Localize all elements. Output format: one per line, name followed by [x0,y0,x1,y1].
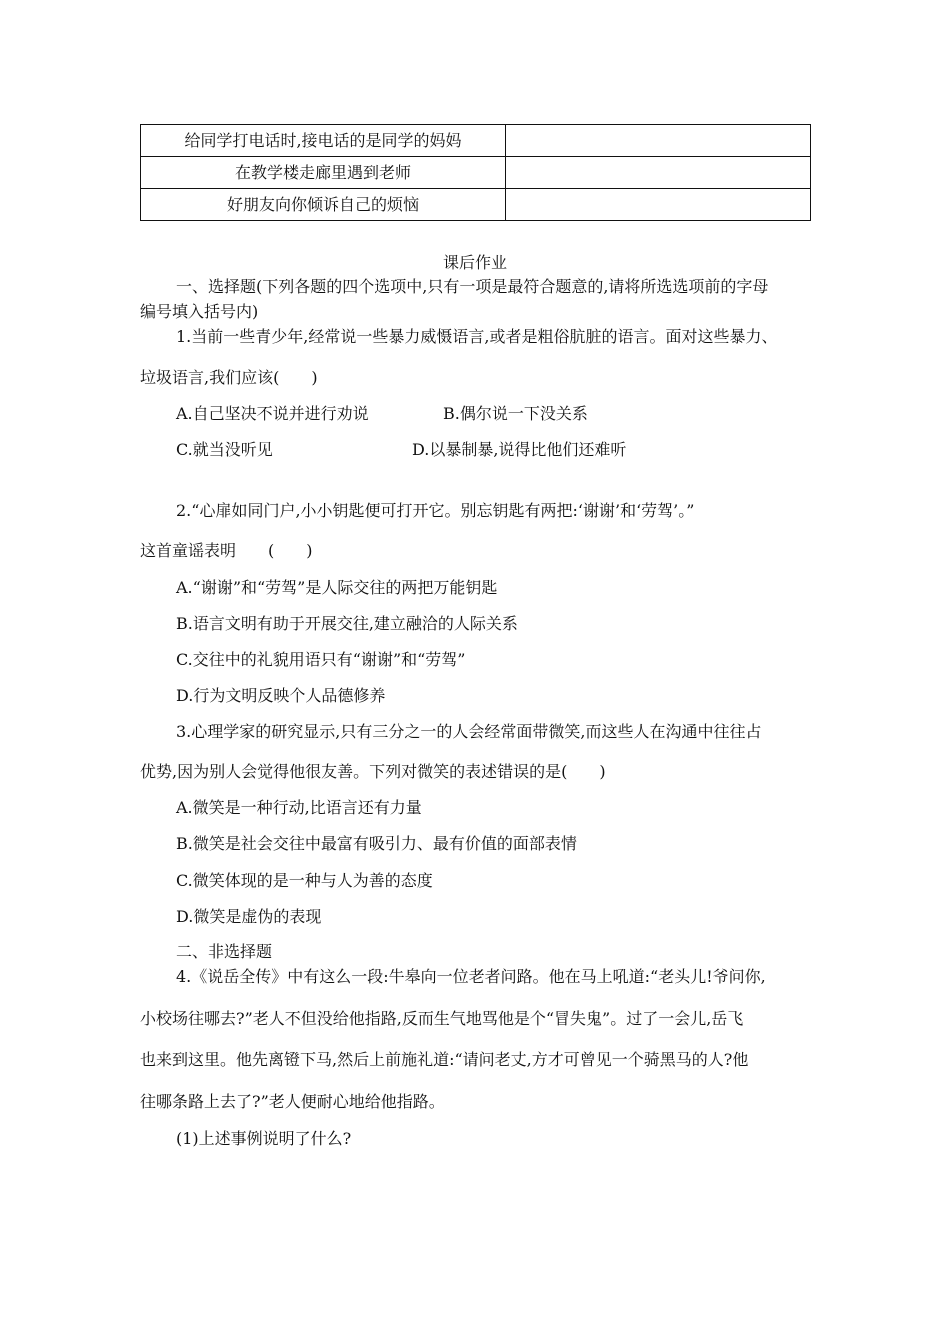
q2-option-c: C.交往中的礼貌用语只有“谢谢”和“劳驾” [176,650,466,669]
q2-stem-continued: 这首童谣表明 ( ) [140,541,313,560]
q1-stem-continued: 垃圾语言,我们应该( ) [140,368,318,387]
q4-passage-line: 4.《说岳全传》中有这么一段:牛皋向一位老者问路。他在马上吼道:“老头儿!爷问你, [176,967,766,986]
situation-cell: 给同学打电话时,接电话的是同学的妈妈 [141,125,506,157]
q4-passage-line: 往哪条路上去了?”老人便耐心地给他指路。 [140,1092,445,1111]
q1-option-a: A.自己坚决不说并进行劝说 [176,404,369,423]
situation-cell: 好朋友向你倾诉自己的烦恼 [141,189,506,221]
q4-passage-line: 小校场往哪去?”老人不但没给他指路,反而生气地骂他是个“冒失鬼”。过了一会儿,岳飞 [140,1009,744,1028]
answer-cell[interactable] [506,125,811,157]
table-row [141,189,811,221]
q1-option-c: C.就当没听见 [176,440,273,459]
q3-stem: 3.心理学家的研究显示,只有三分之一的人会经常面带微笑,而这些人在沟通中往往占 [176,722,762,741]
q4-passage-line: 也来到这里。他先离镫下马,然后上前施礼道:“请问老丈,方才可曾见一个骑黑马的人?他 [140,1050,749,1069]
q3-option-a: A.微笑是一种行动,比语言还有力量 [176,798,422,817]
q3-stem-continued: 优势,因为别人会觉得他很友善。下列对微笑的表述错误的是( ) [140,762,606,781]
q2-option-d: D.行为文明反映个人品德修养 [176,686,386,705]
table-row [141,157,811,189]
q2-option-a: A.“谢谢”和“劳驾”是人际交往的两把万能钥匙 [176,578,498,597]
q3-option-d: D.微笑是虚伪的表现 [176,907,322,926]
part1-heading-continued: 编号填入括号内) [140,302,259,321]
section-title: 课后作业 [442,253,507,272]
table-row [141,125,811,157]
q2-stem: 2.“心扉如同门户,小小钥匙便可打开它。别忘钥匙有两把:‘谢谢’和‘劳驾’。” [176,501,695,520]
answer-cell[interactable] [506,189,811,221]
q4-subquestion-1: (1)上述事例说明了什么? [176,1129,352,1148]
answer-cell[interactable] [506,157,811,189]
q3-option-c: C.微笑体现的是一种与人为善的态度 [176,871,433,890]
part2-heading: 二、非选择题 [176,942,273,961]
q2-option-b: B.语言文明有助于开展交往,建立融洽的人际关系 [176,614,518,633]
q1-option-b: B.偶尔说一下没关系 [443,404,588,423]
etiquette-scenario-table [140,124,811,221]
situation-cell: 在教学楼走廊里遇到老师 [141,157,506,189]
q1-stem: 1.当前一些青少年,经常说一些暴力威慑语言,或者是粗俗肮脏的语言。面对这些暴力、 [176,327,778,346]
q1-option-d: D.以暴制暴,说得比他们还难听 [412,440,627,459]
q3-option-b: B.微笑是社会交往中最富有吸引力、最有价值的面部表情 [176,834,577,853]
part1-heading: 一、选择题(下列各题的四个选项中,只有一项是最符合题意的,请将所选选项前的字母 [176,277,769,296]
